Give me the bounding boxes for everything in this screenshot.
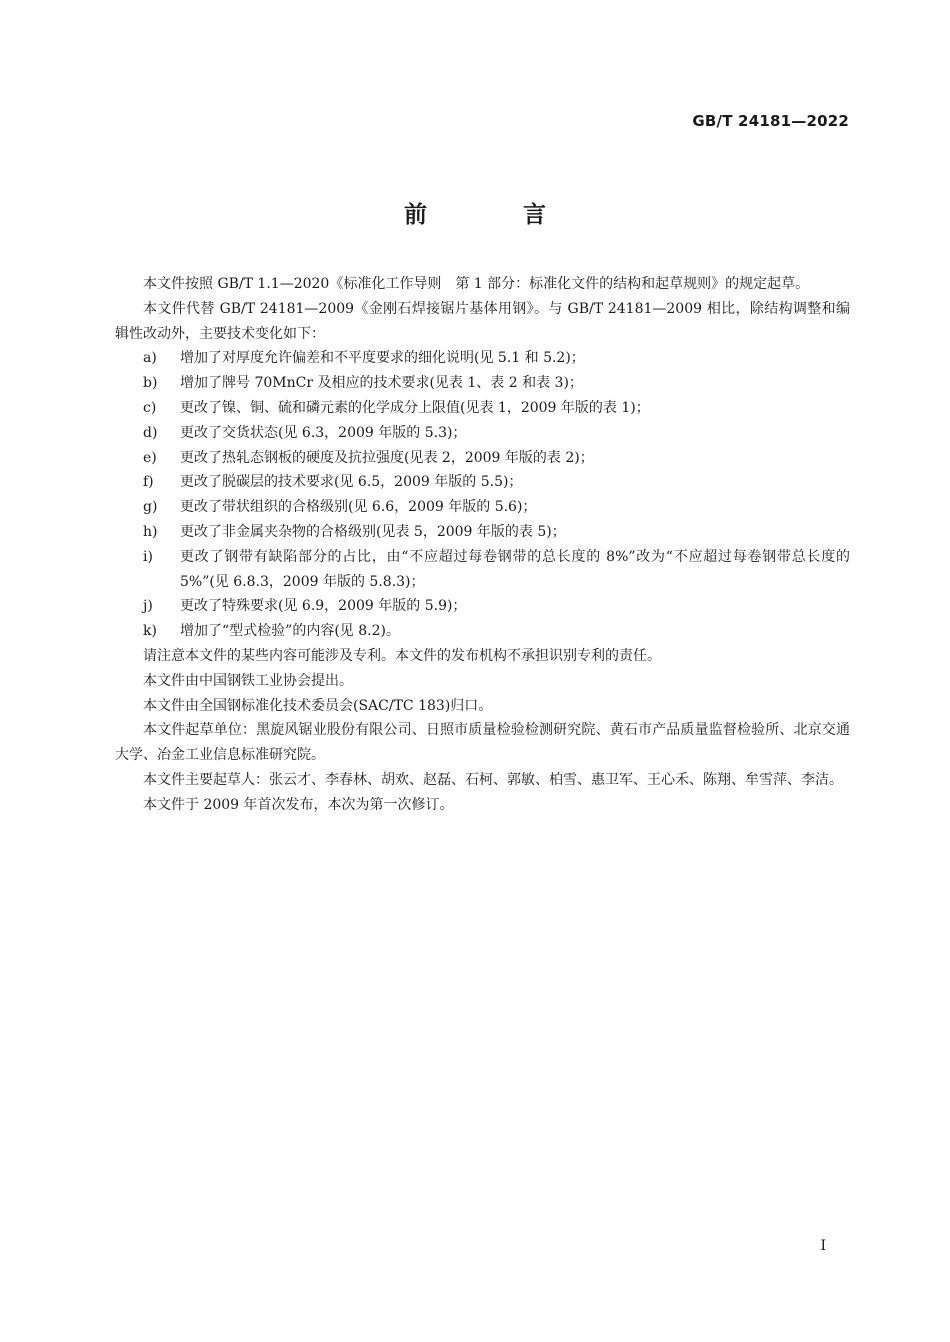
list-item-text: 更改了镍、铜、硫和磷元素的化学成分上限值(见表 1，2009 年版的表 1)； [180, 399, 650, 416]
list-marker: f) [143, 474, 154, 491]
list-item-text: 更改了热轧态钢板的硬度及抗拉强度(见表 2，2009 年版的表 2)； [180, 449, 594, 466]
list-marker: g) [143, 499, 158, 516]
publication-history: 本文件于 2009 年首次发布，本次为第一次修订。 [143, 796, 454, 813]
list-marker: b) [143, 375, 158, 392]
change-list-item [115, 396, 850, 421]
change-list-item [115, 594, 850, 619]
list-item-text: 增加了对厚度允许偏差和不平度要求的细化说明(见 5.1 和 5.2)； [180, 350, 585, 367]
list-marker: a) [143, 350, 157, 367]
change-list-item [115, 470, 850, 495]
proposer-statement: 本文件由中国钢铁工业协会提出。 [143, 672, 353, 689]
list-item-text: 增加了牌号 70MnCr 及相应的技术要求(见表 1、表 2 和表 3)； [180, 375, 583, 392]
change-list-item [115, 346, 850, 371]
list-item-text: 更改了带状组织的合格级别(见 6.6，2009 年版的 5.6)； [180, 499, 537, 516]
list-marker: k) [143, 623, 157, 640]
list-item-text: 更改了钢带有缺陷部分的占比，由“不应超过每卷钢带的总长度的 8%”改为“不应超过每卷钢带总长度的 5%”(见 6.8.3，2009 年版的 5.8.3)； [180, 548, 850, 590]
list-item-text: 增加了“型式检验”的内容(见 8.2)。 [180, 623, 400, 640]
intro-paragraph: 本文件代替 GB/T 24181—2009《金刚石焊接锯片基体用钢》。与 GB/T 24181—2009 相比，除结构调整和编辑性改动外，主要技术变化如下： [115, 300, 850, 342]
list-marker: i) [143, 548, 153, 565]
committee-statement: 本文件由全国钢标准化技术委员会(SAC/TC 183)归口。 [143, 697, 493, 714]
change-list-item [115, 421, 850, 446]
list-item-text: 更改了非金属夹杂物的合格级别(见表 5，2009 年版的表 5)； [180, 523, 566, 540]
list-item-text: 更改了特殊要求(见 6.9，2009 年版的 5.9)； [180, 598, 467, 615]
list-marker: c) [143, 399, 157, 416]
intro-paragraph: 本文件按照 GB/T 1.1—2020《标准化工作导则 第 1 部分：标准化文件的结构和起草规则》的规定起草。 [143, 276, 810, 292]
change-list-item [115, 446, 850, 471]
list-marker: j) [143, 598, 153, 615]
change-list-item [115, 619, 850, 644]
change-list-item [115, 371, 850, 396]
drafting-units: 本文件起草单位：黑旋风锯业股份有限公司、日照市质量检验检测研究院、黄石市产品质量监督检验所、北京交通大学、冶金工业信息标准研究院。 [115, 722, 850, 764]
foreword-body [115, 272, 850, 818]
list-marker: e) [143, 449, 157, 466]
change-list-item [115, 520, 850, 545]
list-item-text: 更改了脱碳层的技术要求(见 6.5，2009 年版的 5.5)； [180, 474, 523, 491]
standard-code: GB/T 24181—2022 [692, 112, 849, 130]
change-list-item [115, 495, 850, 520]
list-marker: d) [143, 424, 158, 441]
list-marker: h) [143, 523, 158, 540]
drafters: 本文件主要起草人：张云才、李春林、胡欢、赵磊、石柯、郭敏、柏雪、惠卫军、王心禾、陈翔、牟雪萍、李洁。 [143, 771, 843, 788]
change-list-item [115, 545, 850, 595]
page-title: 前 言 [403, 202, 590, 228]
patent-notice: 请注意本文件的某些内容可能涉及专利。本文件的发布机构不承担识别专利的责任。 [143, 647, 661, 664]
page-number: I [820, 1238, 826, 1254]
list-item-text: 更改了交货状态(见 6.3，2009 年版的 5.3)； [180, 424, 467, 441]
